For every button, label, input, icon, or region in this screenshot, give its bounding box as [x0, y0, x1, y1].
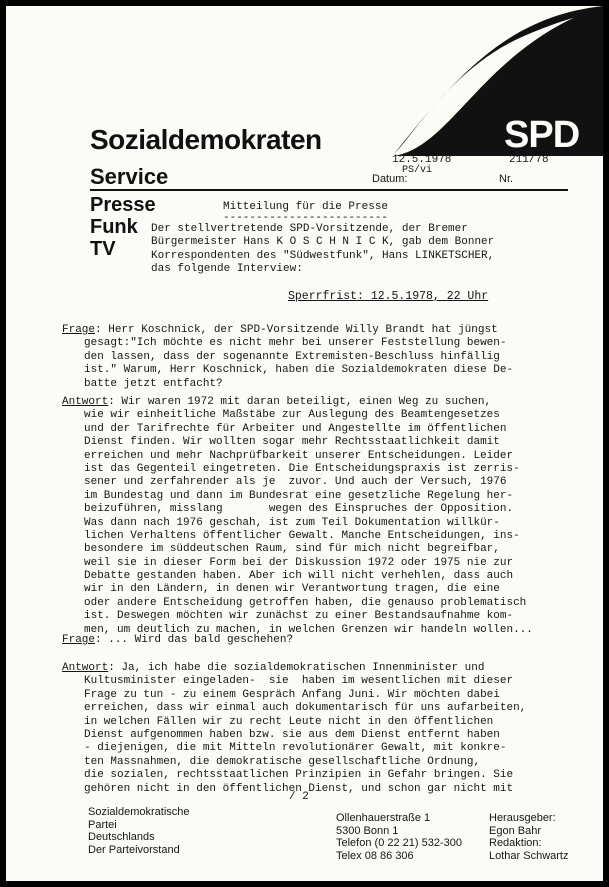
qa-label: Antwort [62, 396, 109, 408]
service-label: Service [90, 164, 169, 189]
intro-line: das folgende Interview: [151, 263, 303, 276]
footer-line: Egon Bahr [489, 824, 541, 837]
question-1 [62, 324, 513, 391]
answer-2 [62, 662, 526, 796]
intro-line: Der stellvertretende SPD-Vorsitzende, der Bremer [151, 223, 468, 235]
section-funk: Funk [90, 216, 138, 238]
qa-label: Frage [62, 634, 96, 646]
footer-line: Telex 08 86 306 [336, 849, 414, 862]
footer-line: 5300 Bonn 1 [336, 824, 399, 837]
footer-line: Redaktion: [489, 837, 542, 849]
qa-line: Was dann nach 1976 geschah, ist zum Teil Dokumentation willkür- [84, 516, 500, 529]
qa-line: wir in den Ländern, in denen wir Verantwortung tragen, die eine [84, 583, 500, 596]
qa-line: - diejenigen, die mit Mitteln revolutionärer Gewalt, mit konkre- [84, 742, 507, 755]
qa-line: batte jetzt entfacht? [84, 377, 223, 390]
qa-line: im Bundestag und dann im Bundesrat eine gesetzliche Regelung her- [84, 489, 514, 502]
qa-line: : Ja, ich habe die sozialdemokratischen Innenminister und [108, 662, 485, 674]
date-label: Datum: [372, 173, 408, 185]
qa-label: Frage [62, 324, 96, 336]
qa-line: ist. Deswegen möchten wir zunächst zu einer Bestandsaufnahme kom- [84, 610, 514, 623]
footer-address [336, 812, 462, 862]
number-label: Nr. [499, 173, 514, 185]
answer-1 [62, 396, 533, 637]
intro-line: Korrespondenten des "Südwestfunk", Hans LINKETSCHER, [151, 249, 495, 262]
footer-line: Ollenhauerstraße 1 [336, 812, 431, 824]
qa-line: Dienst aufgenommen haben bzw. sie aus dem Dienst entfernt haben [84, 728, 500, 741]
qa-line: die sozialen, rechtsstaatlichen Prinzipien in Gefahr bringen. Sie [84, 769, 514, 782]
qa-line: erreichen und mehr Nachprüfbarkeit unserer Entscheidungen. Leider [84, 449, 514, 462]
intro-paragraph [151, 223, 494, 277]
brand-name: Sozialdemokraten [90, 124, 322, 155]
qa-line: besondere im süddeutschen Raum, sind für mich nicht begreifbar, [84, 543, 500, 556]
date-value: 12.5.1978 [392, 154, 452, 166]
qa-line: ist das Gegenteil eingetreten. Die Entscheidungspraxis ist zerris- [84, 462, 520, 475]
qa-line: in welchen Fällen wir zu recht Leute nicht in den öffentlichen [84, 715, 494, 728]
footer-line: Lothar Schwartz [489, 849, 569, 862]
qa-line: sener und zerfahrender als je zuvor. Und auch der Versuch, 1976 [84, 476, 507, 489]
qa-line: Kultusminister eingeladen- sie haben im wesentlichen mit dieser [84, 675, 514, 688]
qa-line: : Wir waren 1972 mit daran beteiligt, einen Weg zu suchen, [108, 396, 492, 408]
qa-line: weil sie in dieser Form bei der Diskussion 1972 oder 1975 nie zur [84, 556, 514, 569]
qa-line: lichen Verhaltens öffentlicher Gewalt. Manche Entscheidungen, ins- [84, 529, 520, 542]
qa-line: und der Tarifrechte für Arbeiter und Angestellte im öffentlichen [84, 422, 507, 435]
page-marker: / 2 [289, 791, 309, 803]
press-release-page [6, 6, 603, 881]
section-presse: Presse [90, 194, 156, 216]
qa-line: beizuführen, misslang wegen des Einspruches der Opposition. [84, 503, 514, 516]
qa-line: Frage zu tun - zu einem Gespräch Anfang Juni. Wir möchten dabei [84, 688, 500, 701]
qa-line: erreichen, dass wir einmal auch dokumentarisch für uns aufarbeiten, [84, 702, 527, 715]
qa-line: Dienst finden. Wir wollten sogar mehr Rechtsstaatlichkeit damit [84, 436, 500, 449]
title-underline: ------------------------- [223, 212, 389, 224]
qa-label: Antwort [62, 662, 109, 674]
spd-logo: SPD [504, 114, 580, 156]
footer-line: Deutschlands [88, 831, 155, 843]
qa-line: Debatte gestanden haben. Aber ich will nicht verhehlen, dass auch [84, 570, 514, 583]
qa-line: : ... Wird das bald geschehen? [95, 634, 294, 646]
footer-line: Der Parteivorstand [88, 843, 180, 856]
footer-party [88, 806, 190, 856]
qa-line: ten Massnahmen, die demokratische gesellschaftliche Ordnung, [84, 755, 481, 768]
qa-line: gesagt:"Ich möchte es nicht mehr bei unserer Feststellung bewen- [84, 337, 507, 350]
qa-line: gehören nicht in den öffentlichen Dienst, und schon gar nicht mit [84, 782, 514, 795]
footer-editors [489, 812, 568, 862]
intro-line: Bürgermeister Hans K O S C H N I C K, gab dem Bonner [151, 236, 495, 249]
qa-line: den lassen, dass der sogenannte Extremisten-Beschluss hinfällig [84, 350, 500, 363]
qa-line: : Herr Koschnick, der SPD-Vorsitzende Willy Brandt hat jüngst [95, 324, 498, 336]
qa-line: oder andere Entscheidung getroffen haben, die genauso problematisch [84, 596, 527, 609]
embargo-notice: Sperrfrist: 12.5.1978, 22 Uhr [288, 290, 489, 303]
qa-line: men, um deutlich zu machen, in welchen Grenzen wir handeln wollen... [84, 623, 533, 636]
footer-line: Sozialdemokratische [88, 806, 190, 818]
release-title: Mitteilung für die Presse [223, 201, 389, 213]
initials: PS/vi [402, 165, 433, 176]
qa-line: ist." Warum, Herr Koschnick, haben die Sozialdemokraten diese De- [84, 364, 514, 377]
header-rule [90, 189, 568, 191]
document-number: 211/78 [509, 154, 549, 166]
footer-line: Partei [88, 818, 117, 831]
qa-line: wie wir einheitliche Maßstäbe zur Auslegung des Beamtengesetzes [84, 409, 500, 422]
footer-line: Telefon (0 22 21) 532-300 [336, 837, 462, 849]
section-tv: TV [90, 238, 116, 260]
question-2 [62, 634, 293, 647]
footer-line: Herausgeber: [489, 812, 556, 824]
